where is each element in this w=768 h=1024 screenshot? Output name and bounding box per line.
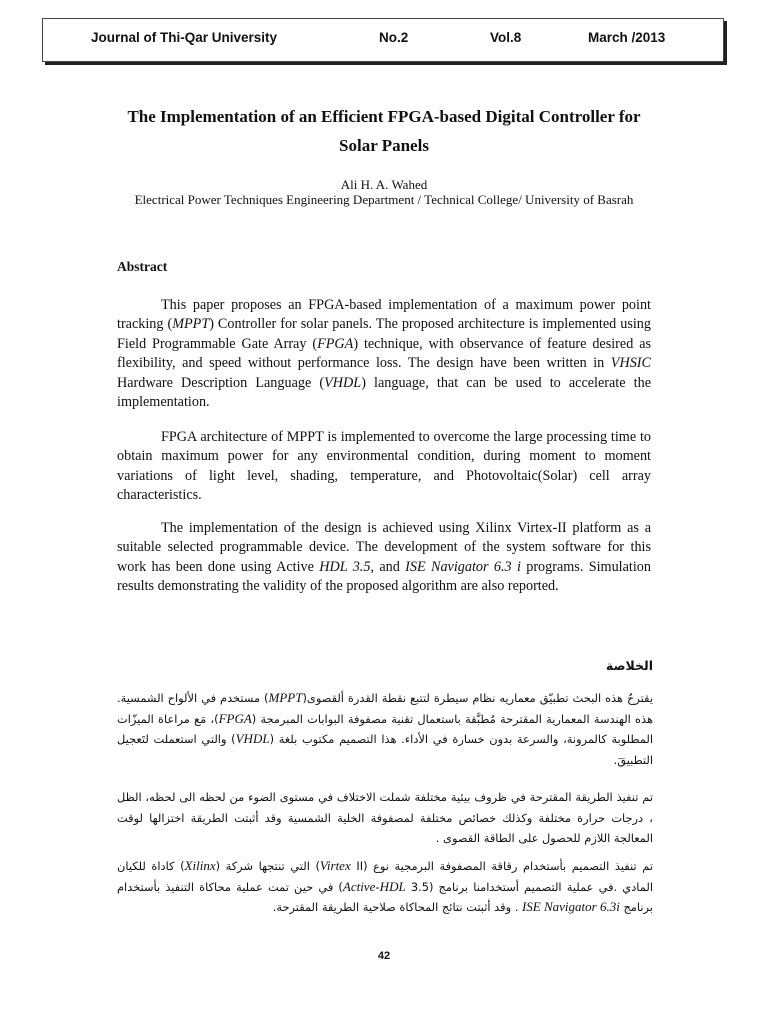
abstract-paragraph-1: This paper proposes an FPGA-based implementation of a maximum power point tracking (MPPT) Controller for solar panels. The proposed architecture is implemented using Field Programmable Gate Array (FPGA) technique, with observance of feature desired as flexibility, and speed without performance loss. The design have been written in VHSIC Hardware Description Language (VHDL) language, that can be used to accelerate the implementation. bbox=[117, 297, 652, 411]
author-affiliation: Electrical Power Techniques Engineering Department / Technical College/ University of Basrah bbox=[134, 192, 634, 207]
paper-title-line-1: The Implementation of an Efficient FPGA-based Digital Controller for bbox=[127, 107, 641, 126]
abstract-paragraph-3: The implementation of the design is achieved using Xilinx Virtex-II platform as a suitable selected programmable device. The development of the system software for this work has been done using Active HDL 3.5, and ISE Navigator 6.3 i programs. Simulation results demonstrating the validity of the proposed algorithm are also reported. bbox=[117, 520, 651, 595]
issue-date: March /2013 bbox=[588, 30, 666, 45]
arabic-abstract-paragraph-3: تم تنفيذ التصميم بأستخدام رقاقة المصفوفة البرمجية نوع (Virtex II) التي تنتجها شركة (Xilinx) كاداة للكيان المادي .في عملية التصميم أستخدامنا برنامج (Active-HDL 3.5) في حين تمت عملية محاكاة التنفيذ بأستخدام برنامج ISE Navigator 6.3i . وقد أثبتت نتائج المحاكاة صلاحية الطريقة المقترحة. bbox=[117, 858, 654, 915]
abstract-heading: Abstract bbox=[117, 259, 168, 274]
issue-number: No.2 bbox=[379, 30, 409, 45]
author-name: Ali H. A. Wahed bbox=[340, 177, 428, 192]
arabic-abstract-paragraph-1: يقترحُ هذه البحث تطبيّق معماريه نظام سيطرة لتتبع نقطة القدرة ألقصوى(MPPT) مستخدم في الألواح الشمسية. هذه الهندسة المعمارية المقترحة مُطبَّقة باستعمال تقنية مصفوفة البوابات المبرمجة (FPGA)، مَع مراعاة الميزّات المطلوبة كالمرونة، والسرعة بدون خسارة في الأداء. هذا التصميم مكتوب بلغة (VHDL) والتي استعملت لتَعجيل التطبيقَ. bbox=[117, 690, 653, 767]
journal-name: Journal of Thi-Qar University bbox=[91, 30, 278, 45]
arabic-abstract-heading: الخلاصة bbox=[605, 658, 653, 673]
arabic-abstract-paragraph-2: تم تنفيذ الطريقة المقترحة في ظروف بيئية مختلفة شملت الاختلاف في مستوى الضوء من لحظه الى لحظه، الظل ، درجات حرارة مختلفة وكذلك خصائص مختلفة لمصفوفة الخلية الشمسية وقد أثبتت الطريقة اختزالها لوقت المعالجة اللازم للحصول على الطاقة القصوى . bbox=[117, 790, 653, 846]
page-number: 42 bbox=[377, 950, 391, 962]
abstract-paragraph-2: FPGA architecture of MPPT is implemented to overcome the large processing time to obtain maximum power for any environmental condition, during moment to moment variations of light level, shading, temperature, and Photovoltaic(Solar) cell array characteristics. bbox=[117, 429, 651, 504]
paper-title-line-2: Solar Panels bbox=[339, 136, 429, 155]
volume-number: Vol.8 bbox=[490, 30, 522, 45]
journal-header bbox=[42, 18, 724, 62]
